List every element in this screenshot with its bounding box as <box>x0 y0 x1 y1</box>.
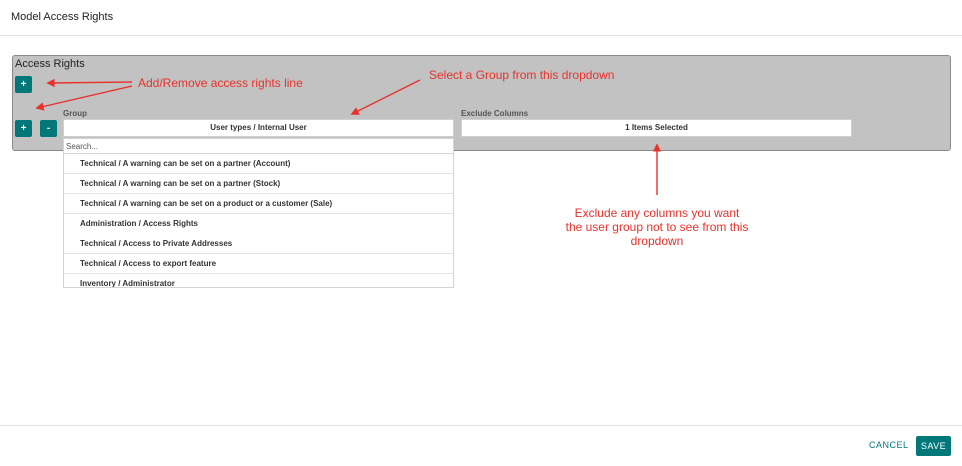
remove-row-button[interactable]: - <box>40 120 57 137</box>
exclude-columns-label: Exclude Columns <box>461 109 529 118</box>
dropdown-option[interactable]: Technical / Access to export feature <box>64 254 453 274</box>
group-select[interactable]: User types / Internal User <box>63 119 454 137</box>
cancel-button[interactable]: CANCEL <box>869 440 909 450</box>
dropdown-option[interactable]: Administration / Access Rights <box>80 219 198 228</box>
dropdown-option[interactable]: Inventory / Administrator <box>80 279 175 288</box>
dropdown-option[interactable]: Technical / Access to Private Addresses <box>64 234 453 254</box>
add-line-button[interactable]: + <box>15 76 32 93</box>
panel-title: Access Rights <box>15 58 85 70</box>
group-dropdown-menu <box>63 138 454 288</box>
dropdown-option[interactable]: Technical / A warning can be set on a partner (Account) <box>64 154 453 174</box>
header-divider <box>0 35 962 36</box>
add-row-button[interactable]: + <box>15 120 32 137</box>
footer-divider <box>0 425 962 426</box>
dropdown-option[interactable]: Technical / A warning can be set on a partner (Stock) <box>64 174 453 194</box>
annotation-add-remove: Add/Remove access rights line <box>138 76 303 90</box>
annotation-exclude-columns <box>537 206 777 248</box>
group-search-input[interactable] <box>64 139 453 154</box>
modal-title: Model Access Rights <box>11 11 114 23</box>
annotation-exclude-line: the user group not to see from this <box>565 220 749 234</box>
save-button[interactable]: SAVE <box>916 436 951 456</box>
exclude-columns-select[interactable]: 1 Items Selected <box>461 119 852 137</box>
annotation-exclude-line: dropdown <box>630 234 684 248</box>
group-label: Group <box>63 109 87 118</box>
dropdown-option[interactable]: Technical / A warning can be set on a product or a customer (Sale) <box>64 194 453 214</box>
annotation-exclude-line: Exclude any columns you want <box>574 206 740 220</box>
annotation-select-group: Select a Group from this dropdown <box>429 68 615 82</box>
